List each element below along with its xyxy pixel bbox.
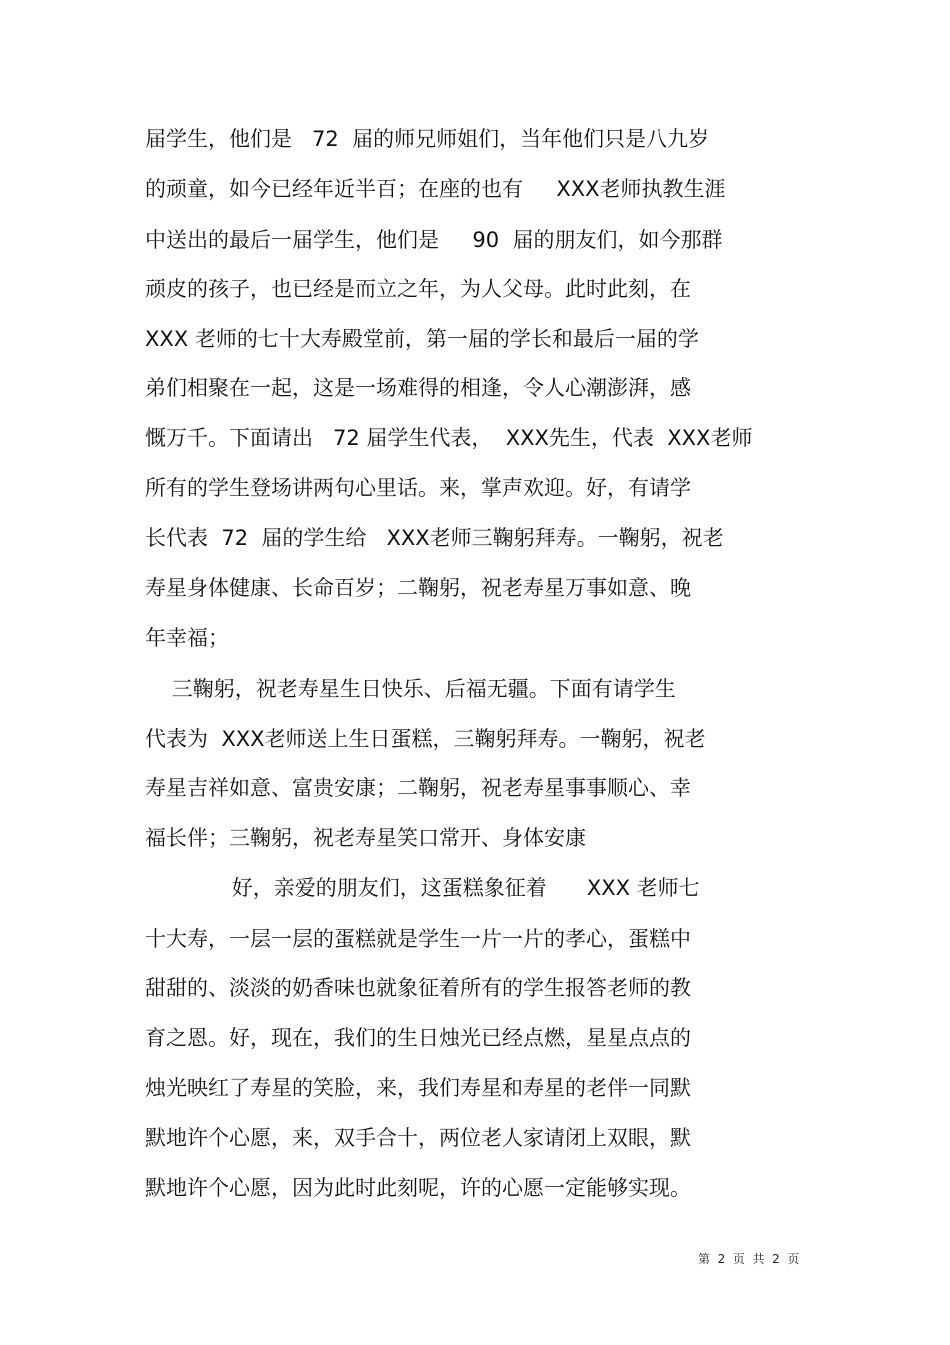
body-text-line: 中送出的最后一届学生，他们是 90 届的朋友们，如今那群 — [145, 228, 723, 252]
body-text-line: 慨万千。下面请出 72 届学生代表， XXX先生，代表 XXX老师 — [145, 426, 753, 450]
page-number-footer: 第 2 页 共 2 页 — [698, 1252, 800, 1266]
body-text-line: 默地许个心愿，来，双手合十，两位老人家请闭上双眼，默 — [145, 1126, 691, 1150]
body-text-line: 好，亲爱的朋友们，这蛋糕象征着 XXX 老师七 — [145, 876, 700, 900]
body-text-line: 三鞠躬，祝老寿星生日快乐、后福无疆。下面有请学生 — [145, 677, 676, 701]
body-text-line: 长代表 72 届的学生给 XXX老师三鞠躬拜寿。一鞠躬，祝老 — [145, 526, 724, 550]
body-text-line: 寿星身体健康、长命百岁；二鞠躬，祝老寿星万事如意、晚 — [145, 576, 691, 600]
body-text-line: 寿星吉祥如意、富贵安康；二鞠躬，祝老寿星事事顺心、幸 — [145, 776, 691, 800]
body-text-line: 十大寿，一层一层的蛋糕就是学生一片一片的孝心，蛋糕中 — [145, 927, 691, 951]
body-text-line: 福长伴；三鞠躬，祝老寿星笑口常开、身体安康 — [145, 826, 586, 850]
body-text-line: 届学生，他们是 72 届的师兄师姐们，当年他们只是八九岁 — [145, 127, 710, 151]
body-text-line: 所有的学生登场讲两句心里话。来，掌声欢迎。好，有请学 — [145, 476, 691, 500]
body-text-line: 顽皮的孩子，也已经是而立之年，为人父母。此时此刻，在 — [145, 277, 691, 301]
body-text-line: 代表为 XXX老师送上生日蛋糕，三鞠躬拜寿。一鞠躬，祝老 — [145, 727, 706, 751]
body-text-line: 默地许个心愿，因为此时此刻呢，许的心愿一定能够实现。 — [145, 1176, 691, 1200]
body-text-line: 的顽童，如今已经年近半百；在座的也有 XXX老师执教生涯 — [145, 177, 726, 201]
body-text-line: 弟们相聚在一起，这是一场难得的相逢，令人心潮澎湃，感 — [145, 376, 691, 400]
body-text-line: 甜甜的、淡淡的奶香味也就象征着所有的学生报答老师的教 — [145, 976, 691, 1000]
body-text-line: 年幸福； — [145, 626, 229, 650]
body-text-line: XXX 老师的七十大寿殿堂前，第一届的学长和最后一届的学 — [145, 327, 699, 351]
body-text-line: 育之恩。好，现在，我们的生日烛光已经点燃，星星点点的 — [145, 1026, 691, 1050]
body-text-line: 烛光映红了寿星的笑脸，来，我们寿星和寿星的老伴一同默 — [145, 1076, 691, 1100]
